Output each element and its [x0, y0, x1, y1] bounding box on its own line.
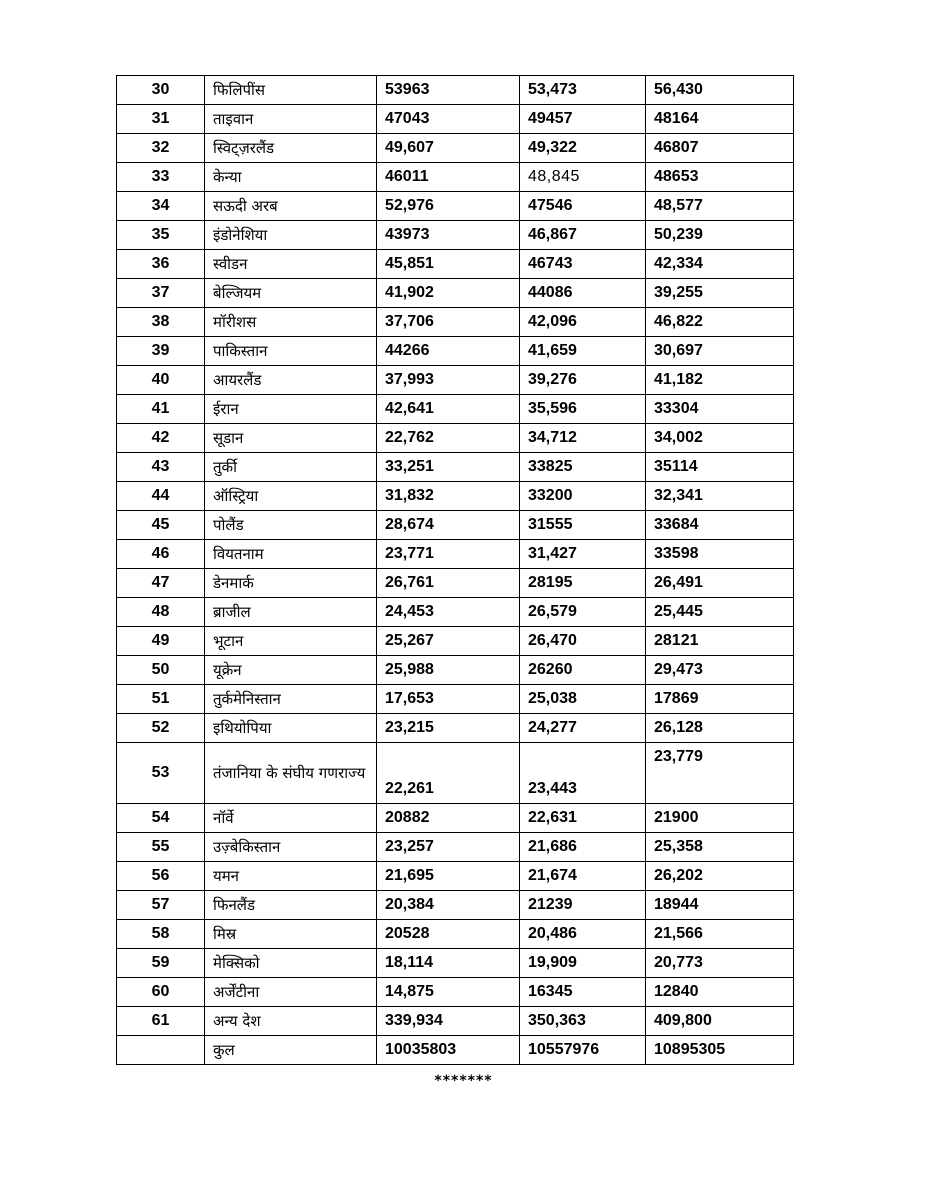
- value-cell-1: 33,251: [377, 453, 520, 482]
- value-cell-2: 22,631: [520, 804, 646, 833]
- serial-number-cell: 61: [117, 1007, 205, 1036]
- value-cell-1: 23,215: [377, 714, 520, 743]
- value-cell-2: 26,470: [520, 627, 646, 656]
- serial-number-cell: 35: [117, 221, 205, 250]
- value-cell-3: 23,779: [646, 743, 794, 804]
- value-cell-2: 19,909: [520, 949, 646, 978]
- serial-number-cell: 50: [117, 656, 205, 685]
- serial-number-cell: 46: [117, 540, 205, 569]
- serial-number-cell: 34: [117, 192, 205, 221]
- value-cell-2: 46743: [520, 250, 646, 279]
- value-cell-3: 33598: [646, 540, 794, 569]
- value-cell-3: 409,800: [646, 1007, 794, 1036]
- value-cell-3: 41,182: [646, 366, 794, 395]
- value-cell-1: 339,934: [377, 1007, 520, 1036]
- serial-number-cell: 37: [117, 279, 205, 308]
- table-row: [117, 395, 794, 424]
- table-row: [117, 714, 794, 743]
- country-name-cell: बेल्जियम: [205, 279, 377, 308]
- value-cell-1: 41,902: [377, 279, 520, 308]
- value-cell-3: 48653: [646, 163, 794, 192]
- value-cell-2: 31,427: [520, 540, 646, 569]
- country-name-cell: पाकिस्तान: [205, 337, 377, 366]
- country-name-cell: तुर्कमेनिस्तान: [205, 685, 377, 714]
- value-cell-1: 52,976: [377, 192, 520, 221]
- serial-number-cell: 58: [117, 920, 205, 949]
- country-name-cell: ब्राजील: [205, 598, 377, 627]
- serial-number-cell: 31: [117, 105, 205, 134]
- table-row: [117, 627, 794, 656]
- value-cell-2: 28195: [520, 569, 646, 598]
- value-cell-1: 25,267: [377, 627, 520, 656]
- value-cell-2: 33200: [520, 482, 646, 511]
- value-cell-2: 42,096: [520, 308, 646, 337]
- value-cell-3: 48,577: [646, 192, 794, 221]
- value-cell-2: 31555: [520, 511, 646, 540]
- value-cell-1: 45,851: [377, 250, 520, 279]
- country-name-cell: यूक्रेन: [205, 656, 377, 685]
- country-name-cell: मिस्र: [205, 920, 377, 949]
- value-cell-2: 25,038: [520, 685, 646, 714]
- value-cell-3: 39,255: [646, 279, 794, 308]
- country-name-cell: यमन: [205, 862, 377, 891]
- end-of-document-mark: *******: [434, 1073, 493, 1089]
- value-cell-3: 34,002: [646, 424, 794, 453]
- value-cell-1: 42,641: [377, 395, 520, 424]
- table-row: [117, 279, 794, 308]
- value-cell-1: 37,706: [377, 308, 520, 337]
- table-row: [117, 105, 794, 134]
- table-row: [117, 482, 794, 511]
- serial-number-cell: 33: [117, 163, 205, 192]
- table-row: [117, 598, 794, 627]
- value-cell-1: 46011: [377, 163, 520, 192]
- value-cell-1: 47043: [377, 105, 520, 134]
- country-name-cell: फिनलैंड: [205, 891, 377, 920]
- value-cell-2: 26,579: [520, 598, 646, 627]
- country-name-cell: डेनमार्क: [205, 569, 377, 598]
- value-cell-3: 25,358: [646, 833, 794, 862]
- table-row: [117, 833, 794, 862]
- serial-number-cell: 42: [117, 424, 205, 453]
- country-name-cell: तुर्की: [205, 453, 377, 482]
- value-cell-1: 20528: [377, 920, 520, 949]
- value-cell-3: 28121: [646, 627, 794, 656]
- table-row: [117, 569, 794, 598]
- value-cell-2: 46,867: [520, 221, 646, 250]
- table-row: [117, 804, 794, 833]
- table-row: [117, 221, 794, 250]
- country-name-cell: अर्जेंटीना: [205, 978, 377, 1007]
- serial-number-cell: 40: [117, 366, 205, 395]
- value-cell-2: 21239: [520, 891, 646, 920]
- serial-number-cell: 56: [117, 862, 205, 891]
- value-cell-3: 30,697: [646, 337, 794, 366]
- table-row: [117, 949, 794, 978]
- country-name-cell: ताइवान: [205, 105, 377, 134]
- table-row: [117, 685, 794, 714]
- value-cell-2: 49,322: [520, 134, 646, 163]
- total-label-cell: कुल: [205, 1036, 377, 1065]
- serial-number-cell: 54: [117, 804, 205, 833]
- value-cell-3: 42,334: [646, 250, 794, 279]
- serial-number-cell: [117, 1036, 205, 1065]
- country-name-cell: उज़्बेकिस्तान: [205, 833, 377, 862]
- total-row: [117, 1036, 794, 1065]
- country-name-cell: सऊदी अरब: [205, 192, 377, 221]
- country-statistics-table: [116, 75, 794, 1065]
- value-cell-1: 23,257: [377, 833, 520, 862]
- total-value-cell-2: 10557976: [520, 1036, 646, 1065]
- value-cell-1: 21,695: [377, 862, 520, 891]
- serial-number-cell: 36: [117, 250, 205, 279]
- value-cell-3: 46,822: [646, 308, 794, 337]
- table-row: [117, 337, 794, 366]
- table-row: [117, 424, 794, 453]
- table-row: [117, 134, 794, 163]
- table-body: [117, 76, 794, 1065]
- table-row: [117, 1007, 794, 1036]
- value-cell-3: 35114: [646, 453, 794, 482]
- value-cell-2: 35,596: [520, 395, 646, 424]
- country-name-cell: नॉर्वे: [205, 804, 377, 833]
- table-row: [117, 891, 794, 920]
- country-name-cell: सूडान: [205, 424, 377, 453]
- country-name-cell: स्विट्ज़रलैंड: [205, 134, 377, 163]
- value-cell-1: 37,993: [377, 366, 520, 395]
- country-name-cell: मॉरीशस: [205, 308, 377, 337]
- value-cell-2: 24,277: [520, 714, 646, 743]
- serial-number-cell: 48: [117, 598, 205, 627]
- value-cell-1: 25,988: [377, 656, 520, 685]
- value-cell-2: 34,712: [520, 424, 646, 453]
- country-name-cell: ईरान: [205, 395, 377, 424]
- value-cell-2: 26260: [520, 656, 646, 685]
- value-cell-3: 18944: [646, 891, 794, 920]
- serial-number-cell: 59: [117, 949, 205, 978]
- value-cell-2: 48,845: [520, 163, 646, 192]
- serial-number-cell: 52: [117, 714, 205, 743]
- table-row: [117, 76, 794, 105]
- value-cell-3: 12840: [646, 978, 794, 1007]
- country-name-cell: मेक्सिको: [205, 949, 377, 978]
- value-cell-2: 23,443: [520, 743, 646, 804]
- value-cell-3: 32,341: [646, 482, 794, 511]
- value-cell-1: 18,114: [377, 949, 520, 978]
- country-name-cell: इथियोपिया: [205, 714, 377, 743]
- serial-number-cell: 47: [117, 569, 205, 598]
- country-name-cell: आयरलैंड: [205, 366, 377, 395]
- table-row: [117, 862, 794, 891]
- country-name-cell: पोलैंड: [205, 511, 377, 540]
- table-row: [117, 163, 794, 192]
- country-name-cell: भूटान: [205, 627, 377, 656]
- table-row: [117, 366, 794, 395]
- serial-number-cell: 41: [117, 395, 205, 424]
- value-cell-3: 25,445: [646, 598, 794, 627]
- table-row: [117, 192, 794, 221]
- serial-number-cell: 38: [117, 308, 205, 337]
- value-cell-3: 50,239: [646, 221, 794, 250]
- value-cell-1: 44266: [377, 337, 520, 366]
- serial-number-cell: 45: [117, 511, 205, 540]
- value-cell-2: 21,686: [520, 833, 646, 862]
- table-row: [117, 656, 794, 685]
- value-cell-3: 33304: [646, 395, 794, 424]
- value-cell-1: 26,761: [377, 569, 520, 598]
- value-cell-1: 23,771: [377, 540, 520, 569]
- value-cell-3: 29,473: [646, 656, 794, 685]
- country-name-cell: इंडोनेशिया: [205, 221, 377, 250]
- serial-number-cell: 43: [117, 453, 205, 482]
- country-name-cell: स्वीडन: [205, 250, 377, 279]
- country-name-cell: फिलिपींस: [205, 76, 377, 105]
- value-cell-3: 56,430: [646, 76, 794, 105]
- value-cell-1: 14,875: [377, 978, 520, 1007]
- value-cell-2: 20,486: [520, 920, 646, 949]
- value-cell-1: 31,832: [377, 482, 520, 511]
- value-cell-1: 28,674: [377, 511, 520, 540]
- serial-number-cell: 32: [117, 134, 205, 163]
- country-name-cell: केन्या: [205, 163, 377, 192]
- value-cell-3: 21,566: [646, 920, 794, 949]
- total-value-cell-3: 10895305: [646, 1036, 794, 1065]
- serial-number-cell: 60: [117, 978, 205, 1007]
- value-cell-3: 21900: [646, 804, 794, 833]
- serial-number-cell: 39: [117, 337, 205, 366]
- value-cell-1: 22,762: [377, 424, 520, 453]
- table-row: [117, 511, 794, 540]
- serial-number-cell: 53: [117, 743, 205, 804]
- country-name-cell: अन्य देश: [205, 1007, 377, 1036]
- value-cell-1: 20,384: [377, 891, 520, 920]
- value-cell-3: 20,773: [646, 949, 794, 978]
- table-row: [117, 453, 794, 482]
- value-cell-1: 43973: [377, 221, 520, 250]
- country-name-cell: ऑस्ट्रिया: [205, 482, 377, 511]
- table-row: [117, 978, 794, 1007]
- serial-number-cell: 49: [117, 627, 205, 656]
- value-cell-1: 53963: [377, 76, 520, 105]
- value-cell-3: 17869: [646, 685, 794, 714]
- value-cell-3: 26,202: [646, 862, 794, 891]
- table-row: [117, 250, 794, 279]
- value-cell-3: 33684: [646, 511, 794, 540]
- value-cell-2: 39,276: [520, 366, 646, 395]
- serial-number-cell: 57: [117, 891, 205, 920]
- value-cell-2: 44086: [520, 279, 646, 308]
- value-cell-2: 49457: [520, 105, 646, 134]
- value-cell-3: 26,491: [646, 569, 794, 598]
- serial-number-cell: 44: [117, 482, 205, 511]
- value-cell-3: 26,128: [646, 714, 794, 743]
- value-cell-3: 46807: [646, 134, 794, 163]
- value-cell-2: 350,363: [520, 1007, 646, 1036]
- value-cell-1: 17,653: [377, 685, 520, 714]
- value-cell-2: 41,659: [520, 337, 646, 366]
- value-cell-1: 20882: [377, 804, 520, 833]
- table-row: [117, 540, 794, 569]
- value-cell-1: 22,261: [377, 743, 520, 804]
- country-name-cell: वियतनाम: [205, 540, 377, 569]
- value-cell-2: 47546: [520, 192, 646, 221]
- value-cell-2: 33825: [520, 453, 646, 482]
- value-cell-3: 48164: [646, 105, 794, 134]
- value-cell-1: 24,453: [377, 598, 520, 627]
- table-row: [117, 743, 794, 804]
- serial-number-cell: 30: [117, 76, 205, 105]
- table-row: [117, 308, 794, 337]
- serial-number-cell: 55: [117, 833, 205, 862]
- country-name-cell: तंजानिया के संघीय गणराज्य: [205, 743, 377, 804]
- value-cell-2: 21,674: [520, 862, 646, 891]
- total-value-cell-1: 10035803: [377, 1036, 520, 1065]
- serial-number-cell: 51: [117, 685, 205, 714]
- value-cell-2: 53,473: [520, 76, 646, 105]
- value-cell-1: 49,607: [377, 134, 520, 163]
- value-cell-2: 16345: [520, 978, 646, 1007]
- table-row: [117, 920, 794, 949]
